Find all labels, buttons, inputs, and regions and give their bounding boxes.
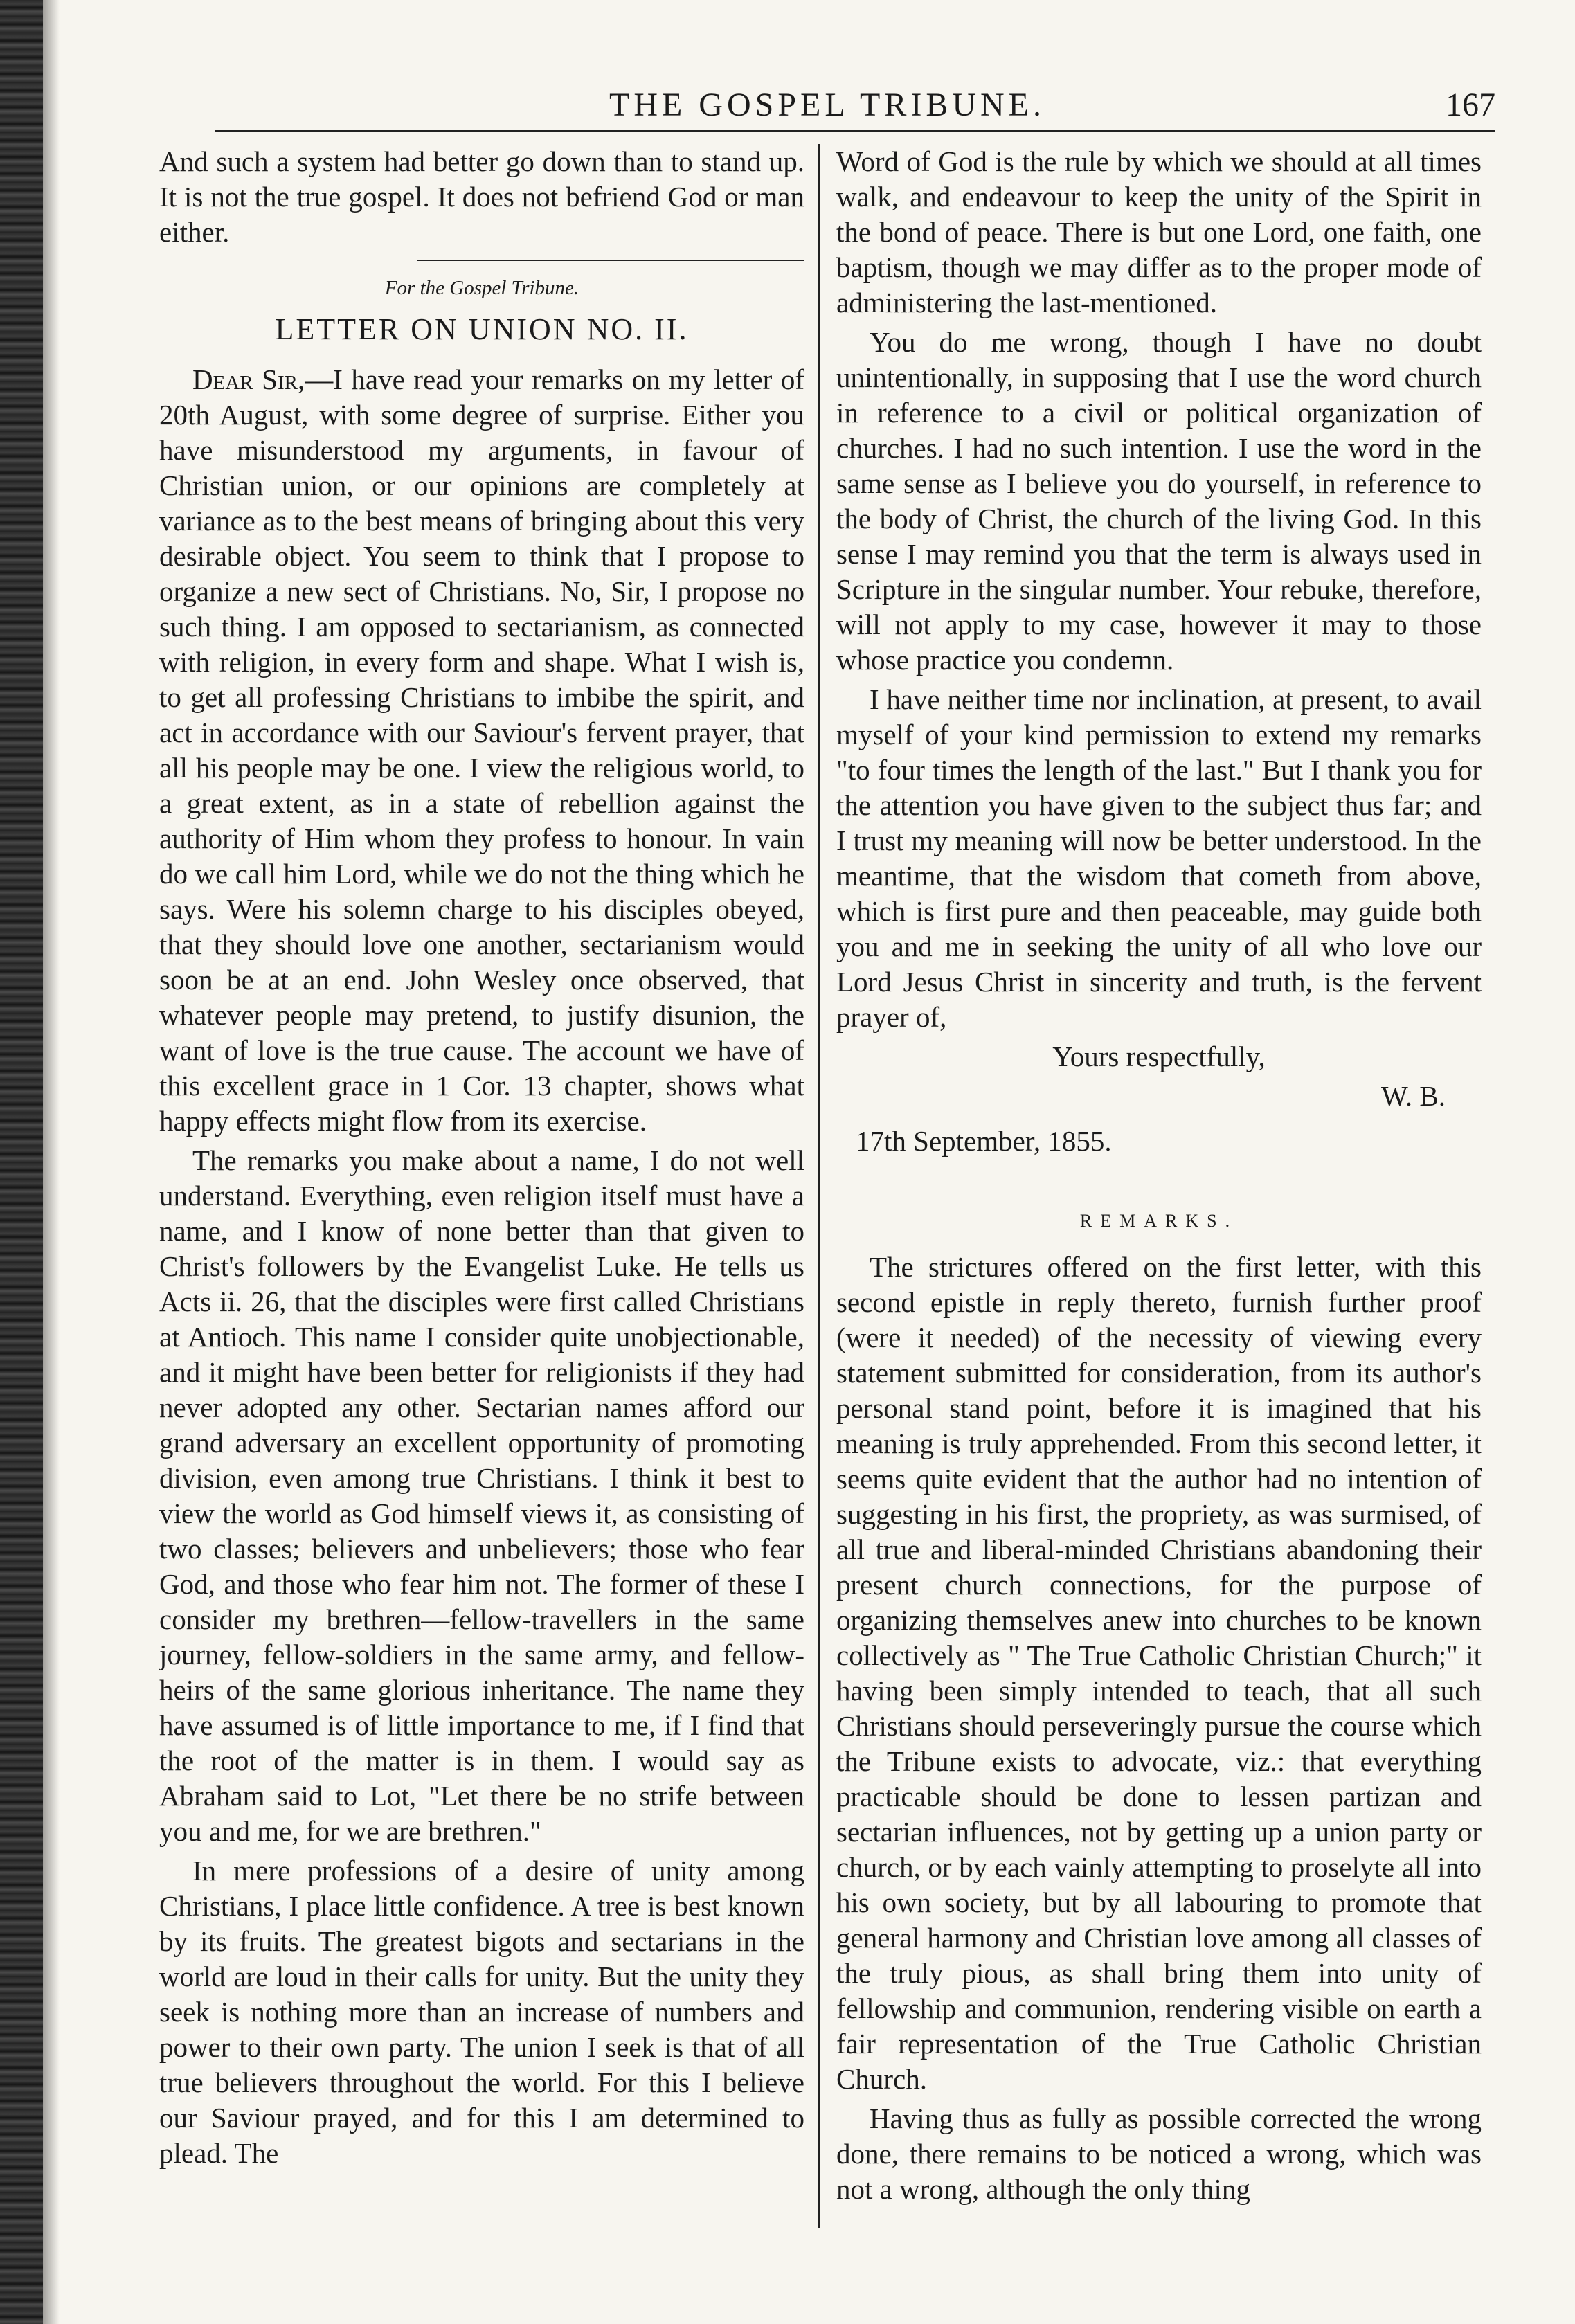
left-column xyxy=(159,144,804,2255)
header-rule xyxy=(215,130,1495,132)
byline: For the Gospel Tribune. xyxy=(384,277,579,299)
remarks-paragraph-2: Having thus as fully as possible corrected the wrong done, there remains to be noticed a wrong, which was not a wrong, although the only thing xyxy=(836,2102,1482,2205)
letter-paragraph-1-text: —I have read your remarks on my letter of 20th August, with some degree of surprise. Either you have misunderstood my arguments, in favour of Christian union, or our opinions are completely at variance as to the best means of bringing about this very desirable object. You seem to think that I propose to organize a new sect of Christians. No, Sir, I propose no such thing. I am opposed to sectarianism, as connected with religion, in every form and shape. What I wish is, to get all professing Christians to imbibe the spirit, and act in accordance with our Saviour's fervent prayer, that all his people may be one. I view the religious world, to a great extent, as in a state of rebellion against the authority of Him whom they profess to honour. In vain do we call him Lord, while we do not the thing which he says. Were his solemn charge to his disciples obeyed, that they should love one another, sectarianism would soon be at an end. John Wesley once observed, that whatever people may pretend, to justify disunion, the want of love is the true cause. The account we have of this excellent grace in 1 Cor. 13 chapter, shows what happy effects might flow from its exercise. xyxy=(159,363,804,1137)
intro-paragraph: And such a system had better go down than to stand up. It is not the true gospel. It does not befriend God or man either. xyxy=(159,145,804,248)
page-number: 167 xyxy=(1446,87,1495,123)
binding-shadow xyxy=(43,0,60,2324)
letter-date: 17th September, 1855. xyxy=(856,1125,1112,1157)
right-column xyxy=(836,144,1482,2255)
letter-paragraph-3: In mere professions of a desire of unity among Christians, I place little confidence. A tree is best known by its fruits. The greatest bigots and sectarians in the world are loud in their calls for unity. But the unity they seek is nothing more than an increase of numbers and power to their own party. The union I seek is that of all true believers throughout the world. For this I believe our Saviour prayed, and for this I am determined to plead. The xyxy=(159,1855,804,2169)
letter-paragraph-6: I have neither time nor inclination, at present, to avail myself of your kind permission to extend my remarks "to four times the length of the last." But I thank you for the attention you have given to the subject thus far; and I trust my meaning will now be better understood. In the meantime, that the wisdom that cometh from above, which is first pure and then peaceable, may guide both you and me in seeking the unity of all who love our Lord Jesus Christ in sincerity and truth, is the fervent prayer of, xyxy=(836,683,1482,1033)
letter-paragraph-5: You do me wrong, though I have no doubt unintentionally, in supposing that I use the word church in reference to a civil or political organization of churches. I had no such intention. I use the word in the same sense as I believe you do yourself, in reference to the body of Christ, the church of the living God. In this sense I may remind you that the term is always used in Scripture in the singular number. Your rebuke, therefore, will not apply to my case, however it may to those whose practice you condemn. xyxy=(836,326,1482,676)
letter-paragraph-1 xyxy=(159,362,804,1139)
section-rule xyxy=(417,260,804,261)
remarks-paragraph-1: The strictures offered on the first letter, with this second epistle in reply thereto, furnish further proof (were it needed) of the necessity of viewing every statement submitted for consideration, from its author's personal stand point, before it is imagined that his meaning is truly apprehended. From this second letter, it seems quite evident that the author had no intention of suggesting in his first, the propriety, as was surmised, of all true and liberal-minded Christians abandoning their present church connections, for the purpose of organizing themselves anew into churches to be known collectively as " The True Catholic Christian Church;" it having been simply intended to teach, that all such Christians should perseveringly pursue the course which the Tribune exists to advocate, viz.: that everything practicable should be done to lessen partizan and sectarian influences, not by getting up a union party or church, or by each vainly attempting to proselyte all into his own society, but by all labouring to promote that general harmony and Christian love among all classes of the truly pious, as shall bring them into unity of fellowship and communion, rendering visible on earth a fair representation of the True Catholic Christian Church. xyxy=(836,1251,1482,2095)
binding-edge xyxy=(0,0,43,2324)
column-divider xyxy=(818,144,820,2228)
letter-signoff: Yours respectfully, xyxy=(1052,1041,1266,1072)
letter-paragraph-4: Word of God is the rule by which we should at all times walk, and endeavour to keep the unity of the Spirit in the bond of peace. There is but one Lord, one faith, one baptism, though we may differ as to the proper mode of administering the last-mentioned. xyxy=(836,145,1482,318)
remarks-heading: REMARKS. xyxy=(1079,1211,1239,1231)
publication-title: THE GOSPEL TRIBUNE. xyxy=(609,87,1045,123)
letter-signature: W. B. xyxy=(1380,1080,1446,1112)
letter-paragraph-2: The remarks you make about a name, I do not well understand. Everything, even religion itself must have a name, and I know of none better than that given to Christ's followers by the Evangelist Luke. He tells us Acts ii. 26, that the disciples were first called Christians at Antioch. This name I consider quite unobjectionable, and it might have been better for religionists if they had never adopted any other. Sectarian names afford our grand adversary an excellent opportunity of promoting division, even among true Christians. I think it best to view the world as God himself views it, as consisting of two classes; believers and unbelievers; those who fear God, and those who fear him not. The former of these I consider my brethren—fellow-travellers in the same journey, fellow-soldiers in the same army, and fellow-heirs of the same glorious inheritance. The name they have assumed is of little importance to me, if I find that the root of the matter is in them. I would say as Abraham said to Lot, "Let there be no strife between you and me, for we are brethren." xyxy=(159,1144,804,1847)
running-head xyxy=(159,76,1495,132)
salutation: Dear Sir, xyxy=(192,363,305,395)
letter-title: LETTER ON UNION NO. II. xyxy=(275,312,689,346)
newspaper-page xyxy=(159,76,1495,2291)
